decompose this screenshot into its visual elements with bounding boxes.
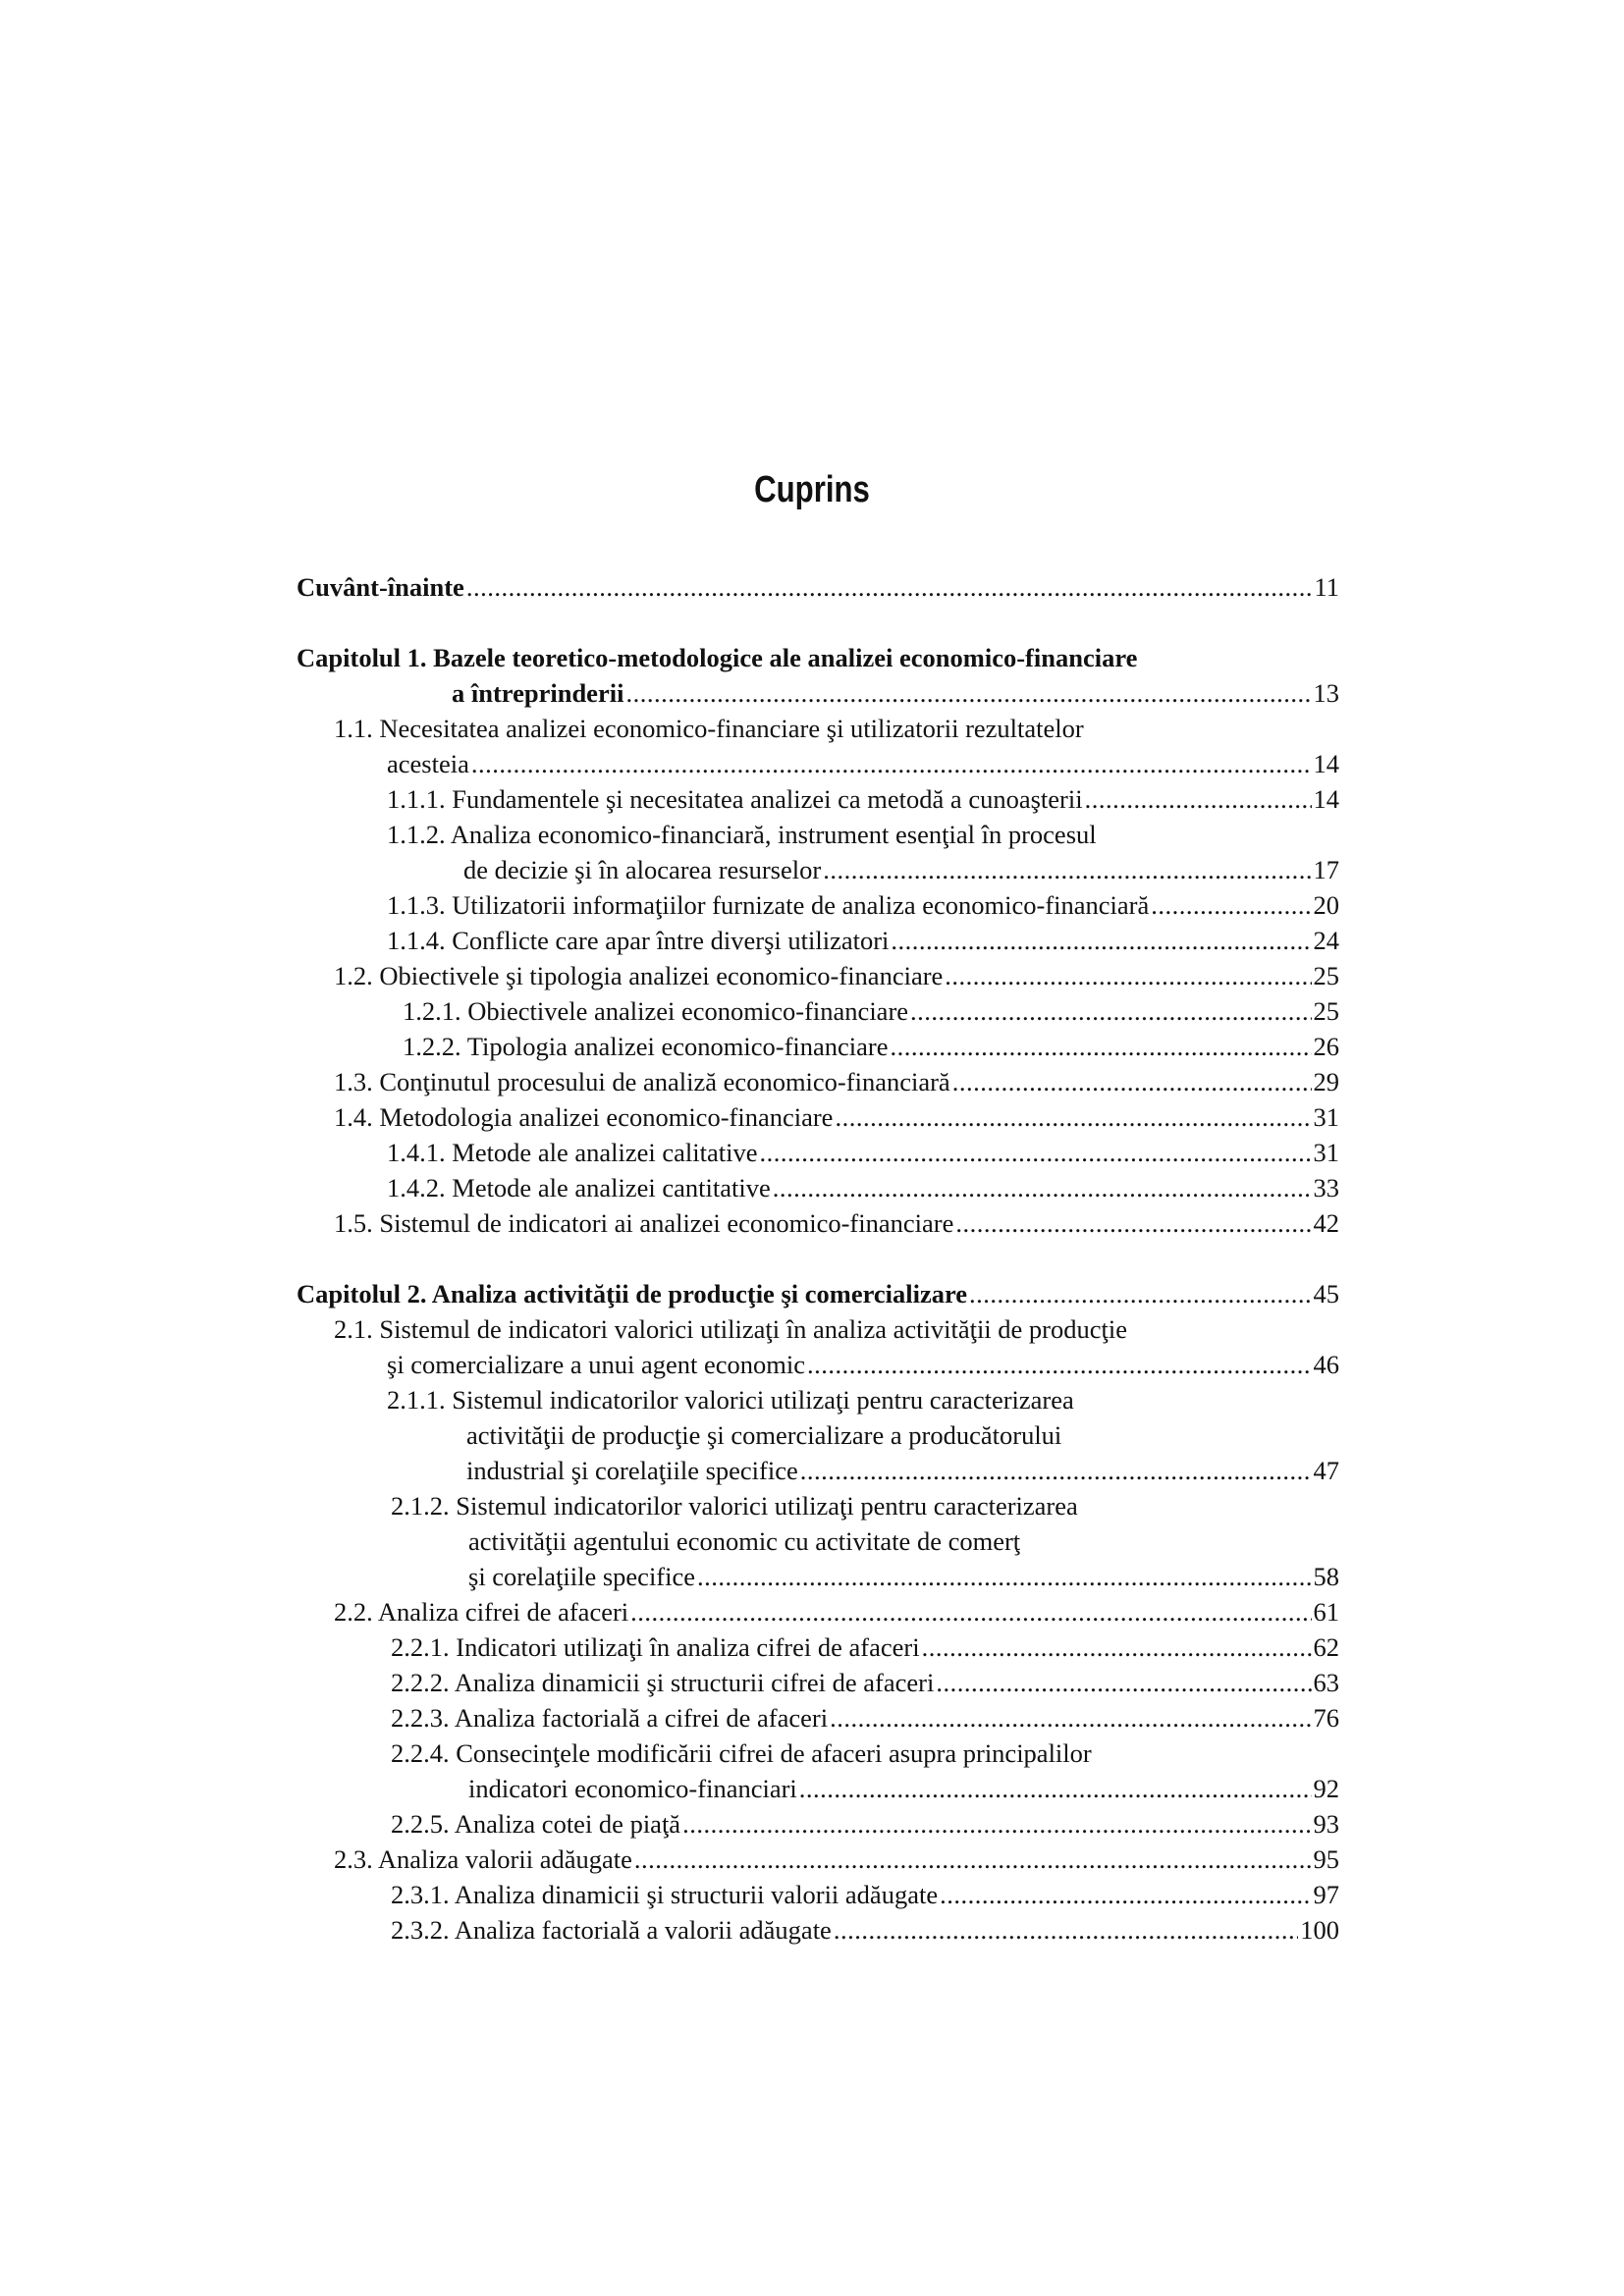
leader-dots [773,1170,1312,1205]
entry-title-cont: şi corelaţiile specifice [468,1562,696,1591]
entry-title: 2.3. Analiza valorii adăugate [334,1844,632,1874]
page-number: 25 [1313,961,1339,990]
page-number: 93 [1313,1809,1339,1839]
page-title: Cuprins [754,469,870,510]
toc-entry-foreword[interactable] [297,569,1339,605]
leader-dots [830,1700,1311,1735]
toc-entry-2-2-5[interactable] [391,1806,1339,1842]
leader-dots [1151,887,1311,923]
page-number: 31 [1313,1102,1339,1132]
leader-dots [835,1099,1311,1135]
toc-entry-chapter-2[interactable] [297,1276,1339,1311]
leader-dots [471,746,1312,781]
leader-dots [936,1665,1311,1700]
leader-dots [945,958,1311,993]
page-number: 63 [1313,1668,1339,1697]
leader-dots [625,675,1311,711]
entry-title: 1.1. Necesitatea analizei economico-financiare şi utilizatorii rezultatelor [334,714,1084,743]
entry-title-cont: de decizie şi în alocarea resurselor [463,855,822,884]
leader-dots [891,923,1311,958]
leader-dots [952,1064,1312,1099]
page-number: 33 [1313,1173,1339,1202]
toc-entry-2-2-2[interactable] [391,1665,1339,1700]
toc-entry-2-2-3[interactable] [391,1700,1339,1735]
entry-title: 2.1.2. Sistemul indicatorilor valorici utilizaţi pentru caracterizarea [391,1491,1078,1521]
page-number: 13 [1313,678,1339,708]
page-number: 24 [1313,926,1339,955]
toc-entry-1-1-3[interactable] [387,887,1339,923]
toc-entry-2-3-2[interactable] [391,1912,1339,1948]
toc-entry-1-1-2-cont[interactable] [463,852,1339,887]
toc-entry-1-1-2[interactable] [387,817,1339,852]
entry-title: Capitolul 2. Analiza activităţii de producţie şi comercializare [297,1279,968,1308]
leader-dots [922,1629,1312,1665]
entry-title: 1.4. Metodologia analizei economico-financiare [334,1102,834,1132]
leader-dots [759,1135,1311,1170]
entry-title: 1.1.2. Analiza economico-financiară, instrument esenţial în procesul [387,820,1097,849]
toc-entry-1-1-cont[interactable] [387,746,1339,781]
page-number: 11 [1314,572,1339,602]
entry-title: 1.1.4. Conflicte care apar între diverşi utilizatori [387,926,890,955]
toc-entry-2-1-1[interactable] [387,1382,1339,1417]
leader-dots [697,1559,1311,1594]
page-number: 97 [1313,1880,1339,1909]
toc-entry-2-2[interactable] [334,1594,1339,1629]
leader-dots [1085,781,1312,817]
entry-title: 1.1.1. Fundamentele şi necesitatea analizei ca metodă a cunoaşterii [387,784,1083,814]
page-number: 42 [1313,1208,1339,1238]
page-number: 92 [1313,1774,1339,1803]
page-number: 14 [1313,784,1339,814]
toc-entry-1-2[interactable] [334,958,1339,993]
toc-entry-1-2-2[interactable] [403,1029,1339,1064]
leader-dots [823,852,1311,887]
entry-title-cont: a întreprinderii [452,678,624,708]
page-number: 61 [1313,1597,1339,1627]
leader-dots [834,1912,1298,1948]
entry-title-cont: activităţii agentului economic cu activitate de comerţ [468,1526,1021,1556]
entry-title: 2.2. Analiza cifrei de afaceri [334,1597,629,1627]
leader-dots [800,1453,1312,1488]
entry-title: 1.4.2. Metode ale analizei cantitative [387,1173,771,1202]
entry-title: 1.2. Obiectivele şi tipologia analizei economico-financiare [334,961,944,990]
page-number: 26 [1313,1032,1339,1061]
toc-entry-chapter-1-cont[interactable] [452,675,1339,711]
page-number: 100 [1300,1915,1339,1945]
toc-entry-1-1-4[interactable] [387,923,1339,958]
leader-dots [807,1347,1311,1382]
entry-title: 2.1.1. Sistemul indicatorilor valorici utilizaţi pentru caracterizarea [387,1385,1074,1415]
leader-dots [630,1594,1311,1629]
page-number: 20 [1313,890,1339,920]
leader-dots [910,993,1311,1029]
page-number: 62 [1313,1632,1339,1662]
toc-entry-1-4-1[interactable] [387,1135,1339,1170]
toc-entry-2-3-1[interactable] [391,1877,1339,1912]
toc-entry-1-5[interactable] [334,1205,1339,1241]
entry-title: 2.2.5. Analiza cotei de piaţă [391,1809,681,1839]
entry-title-cont: acesteia [387,749,469,778]
page-number: 46 [1313,1350,1339,1379]
page-number: 31 [1313,1138,1339,1167]
toc-entry-chapter-1[interactable] [297,640,1339,675]
leader-dots [682,1806,1311,1842]
toc-entry-2-3[interactable] [334,1842,1339,1877]
entry-title: 1.2.2. Tipologia analizei economico-financiare [403,1032,889,1061]
entry-title: 2.2.3. Analiza factorială a cifrei de afaceri [391,1703,829,1733]
entry-title: Cuvânt-înainte [297,572,464,602]
page-number: 45 [1313,1279,1339,1308]
leader-dots [891,1029,1312,1064]
page-number: 29 [1313,1067,1339,1096]
toc-entry-2-1-cont[interactable] [387,1347,1339,1382]
entry-title-cont: industrial şi corelaţiile specifice [466,1456,798,1485]
entry-title: 1.5. Sistemul de indicatori ai analizei economico-financiare [334,1208,954,1238]
entry-title: 2.2.2. Analiza dinamicii şi structurii cifrei de afaceri [391,1668,935,1697]
entry-title: 2.3.2. Analiza factorială a valorii adăugate [391,1915,832,1945]
toc-entry-2-2-4-cont[interactable] [468,1771,1339,1806]
toc-entry-2-2-1[interactable] [391,1629,1339,1665]
toc-entry-2-1[interactable] [334,1311,1339,1347]
toc-entry-1-3[interactable] [334,1064,1339,1099]
page-number: 58 [1313,1562,1339,1591]
toc-entry-2-1-1-cont2[interactable] [466,1453,1339,1488]
entry-title: 2.2.1. Indicatori utilizaţi în analiza cifrei de afaceri [391,1632,920,1662]
toc-entry-2-1-2[interactable] [391,1488,1339,1523]
leader-dots [466,569,1313,605]
entry-title-cont: activităţii de producţie şi comercializare a producătorului [466,1420,1062,1450]
toc-entry-2-1-2-cont1[interactable] [468,1523,1339,1559]
entry-title: 2.2.4. Consecinţele modificării cifrei de afaceri asupra principalilor [391,1738,1092,1768]
page-number: 17 [1313,855,1339,884]
leader-dots [955,1205,1311,1241]
page-number: 25 [1313,996,1339,1026]
leader-dots [799,1771,1312,1806]
entry-title: 1.3. Conţinutul procesului de analiză economico-financiară [334,1067,950,1096]
toc-entry-1-1-1[interactable] [387,781,1339,817]
leader-dots [969,1276,1311,1311]
page-number: 76 [1313,1703,1339,1733]
toc-entry-2-1-2-cont2[interactable] [468,1559,1339,1594]
leader-dots [634,1842,1312,1877]
toc-entry-1-4[interactable] [334,1099,1339,1135]
page-number: 95 [1313,1844,1339,1874]
page-number: 47 [1313,1456,1339,1485]
toc-entry-1-4-2[interactable] [387,1170,1339,1205]
entry-title: 1.1.3. Utilizatorii informaţiilor furnizate de analiza economico-financiară [387,890,1150,920]
entry-title: Capitolul 1. Bazele teoretico-metodologice ale analizei economico-financiare [297,643,1138,672]
entry-title: 1.2.1. Obiectivele analizei economico-financiare [403,996,909,1026]
entry-title: 2.3.1. Analiza dinamicii şi structurii valorii adăugate [391,1880,939,1909]
entry-title: 1.4.1. Metode ale analizei calitative [387,1138,758,1167]
toc-entry-2-2-4[interactable] [391,1735,1339,1771]
entry-title-cont: indicatori economico-financiari [468,1774,797,1803]
entry-title: 2.1. Sistemul de indicatori valorici utilizaţi în analiza activităţii de producţie [334,1314,1128,1344]
toc-entry-2-1-1-cont1[interactable] [466,1417,1339,1453]
page-number: 14 [1313,749,1339,778]
entry-title-cont: şi comercializare a unui agent economic [387,1350,806,1379]
leader-dots [940,1877,1311,1912]
toc-entry-1-2-1[interactable] [403,993,1339,1029]
toc-entry-1-1[interactable] [334,711,1339,746]
